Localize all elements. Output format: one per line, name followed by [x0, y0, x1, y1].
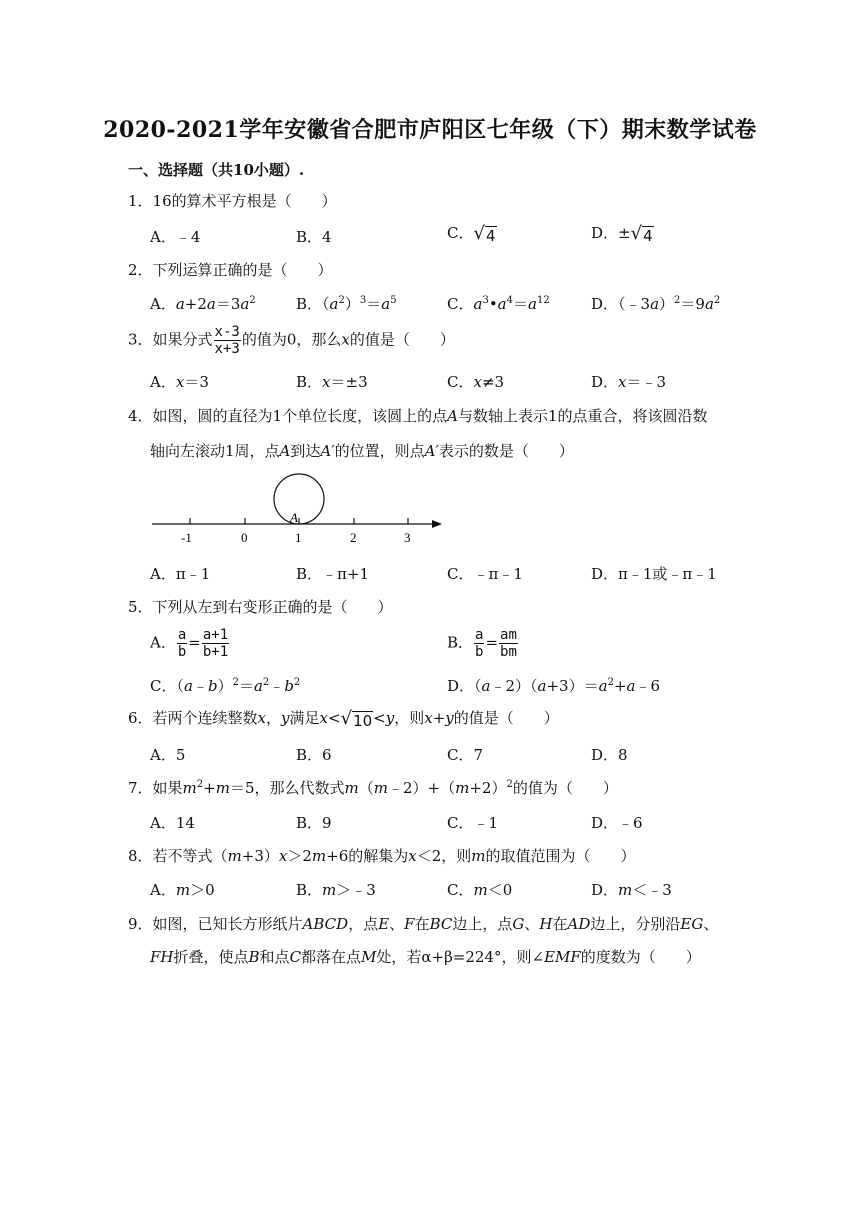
sqrt-symbol: √ 4	[473, 222, 496, 245]
q6-option-c: C．7	[447, 746, 484, 764]
question-4-line-1: 4．如图，圆的直径为1个单位长度，该圆上的点A与数轴上表示1的点重合，将该圆沿数	[128, 407, 708, 425]
q3-option-c: C．x≠3	[447, 373, 505, 391]
q6-option-d: D．8	[591, 746, 628, 764]
q1-option-b: B．4	[296, 228, 332, 246]
question-6: 6．若两个连续整数x，y满足x< √ 10 <y，则x+y的值是（ ）	[128, 707, 559, 730]
q7-option-b: B．9	[296, 814, 332, 832]
tick-label: 2	[350, 530, 357, 545]
q3-option-d: D．x＝﹣3	[591, 373, 667, 391]
q6-option-b: B．6	[296, 746, 332, 764]
number-line-figure	[148, 470, 448, 550]
q2-option-a: A．$a+2a=3a^2$	[150, 295, 256, 313]
q4-option-c: C．﹣π﹣1	[447, 565, 523, 583]
q1-option-d: D．± √ 4	[591, 222, 653, 245]
question-4-line-2: 轴向左滚动1周，点A到达A′的位置，则点A′表示的数是（ ）	[150, 442, 574, 460]
axis-arrow-icon	[432, 520, 442, 528]
q4-option-d: D．π﹣1或﹣π﹣1	[591, 565, 717, 583]
q1-option-c: C． √ 4	[447, 222, 496, 245]
q2-option-c: C．$a^3•a^4=a^{12}$	[447, 295, 550, 313]
question-7: 7．如果$m^2+m=5$，那么代数式$m(m﹣2)+(m+2)^2$的值为（ ）	[128, 779, 618, 797]
tick-label: 0	[241, 530, 248, 545]
q4-option-b: B．﹣π+1	[296, 565, 369, 583]
q8-option-b: B．m＞﹣3	[296, 881, 376, 899]
q5-option-c: C．$(a﹣b)^2=a^2﹣b^2$	[150, 677, 301, 695]
tick-label: -1	[181, 530, 192, 545]
q8-option-d: D．m＜﹣3	[591, 881, 672, 899]
q5-option-d: D．$(a﹣2)(a+3)=a^2+a﹣6$	[447, 677, 661, 695]
sqrt-symbol: √ 4	[630, 222, 653, 245]
question-9-line-2: FH折叠，使点B和点C都落在点M处，若α+β=224°，则∠EMF的度数为（ ）	[150, 948, 701, 966]
q5-option-b: B． $\frac{a}{b}$ = $\frac{am}{bm}$	[447, 627, 517, 660]
rolling-circle	[274, 474, 324, 524]
question-2: 2．下列运算正确的是（ ）	[128, 261, 333, 279]
question-3: 3．如果分式 $\frac{x-3}{x+3}$ 的值为0，那么x的值是（ ）	[128, 324, 455, 357]
sqrt-symbol: √ 10	[340, 707, 373, 730]
question-9-line-1: 9．如图，已知长方形纸片ABCD，点E、F在BC边上，点G、H在AD边上，分别沿EG、	[128, 915, 719, 933]
question-8: 8．若不等式（m+3）x＞2m+6的解集为x＜2，则m的取值范围为（ ）	[128, 847, 636, 865]
page-title: 2020-2021学年安徽省合肥市庐阳区七年级（下）期末数学试卷	[103, 117, 757, 143]
tick-label: 1	[295, 530, 302, 545]
q4-option-a: A．π﹣1	[150, 565, 211, 583]
q1-option-a: A．﹣4	[150, 228, 201, 246]
q7-option-a: A．14	[150, 814, 195, 832]
q2-option-b: B．$(a^2)^3=a^5$	[296, 295, 397, 313]
q8-option-c: C．m＜0	[447, 881, 513, 899]
q7-option-d: D．﹣6	[591, 814, 643, 832]
q5-option-a: A． $\frac{a}{b}$ = $\frac{a+1}{b+1}$	[150, 627, 229, 660]
q6-option-a: A．5	[150, 746, 186, 764]
point-a-label: A	[290, 510, 298, 525]
q3-option-a: A．x＝3	[150, 373, 209, 391]
q2-option-d: D．$(﹣3a)^2=9a^2$	[591, 295, 721, 313]
question-5: 5．下列从左到右变形正确的是（ ）	[128, 598, 393, 616]
section-heading: 一、选择题（共10小题）.	[128, 161, 305, 179]
tick-label: 3	[404, 530, 411, 545]
question-1: 1．16的算术平方根是（ ）	[128, 192, 337, 210]
q3-option-b: B．x＝±3	[296, 373, 368, 391]
q8-option-a: A．m＞0	[150, 881, 215, 899]
fraction: $\frac{x-3}{x+3}$	[214, 324, 240, 357]
q7-option-c: C．﹣1	[447, 814, 499, 832]
